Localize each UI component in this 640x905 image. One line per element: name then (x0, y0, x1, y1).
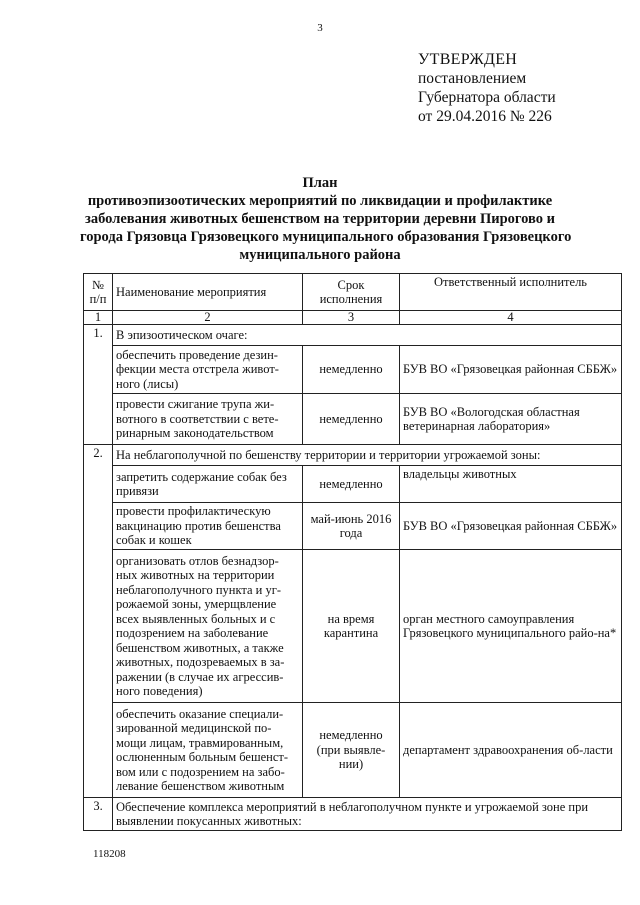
table-row (84, 550, 622, 703)
approval-line-date: от 29.04.2016 № 226 (418, 108, 552, 125)
measure-name: запретить содержание собак без привязи (113, 466, 303, 503)
plan-title-line: План (302, 175, 338, 191)
document-code: 118208 (93, 848, 126, 860)
column-number: 2 (113, 311, 303, 325)
approval-line-decree: постановлением (418, 70, 527, 87)
measure-executor: БУВ ВО «Грязовецкая районная СББЖ» (400, 503, 622, 550)
plan-title-line: муниципального района (239, 247, 401, 263)
measure-executor: орган местного самоуправления Грязовецкого муниципального райо-на* (400, 550, 622, 703)
section-number: 3. (84, 798, 113, 831)
approval-line-approved: УТВЕРЖДЕН (418, 51, 518, 68)
plan-title-line: города Грязовца Грязовецкого муниципального образования Грязовецкого (80, 229, 572, 245)
section-title: Обеспечение комплекса мероприятий в неблагополучном пункте и угрожаемой зоне при выявлении покусанных животных: (113, 798, 622, 831)
measure-name: организовать отлов безнадзор-ных животных на территории неблагополучного пункта и уг-рожаемой зоны, умерщвление всех выявленных больных и с подозрением на заболевание бешенством животных, а также животных, подозреваемых в за-ражении (в случае их агрессив-ного поведения) (113, 550, 303, 703)
approval-line-governor: Губернатора области (418, 89, 556, 106)
column-number: 4 (400, 311, 622, 325)
measure-name: обеспечить проведение дезин-фекции места отстрела живот-ного (лисы) (113, 346, 303, 394)
measure-term: немедленно (при выявле-нии) (303, 703, 400, 798)
measure-name: провести профилактическую вакцинацию против бешенства собак и кошек (113, 503, 303, 550)
section-header-row (84, 798, 622, 831)
measures-table (83, 273, 622, 831)
column-number: 3 (303, 311, 400, 325)
section-number: 1. (84, 325, 113, 445)
measure-executor: БУВ ВО «Вологодская областная ветеринарная лаборатория» (400, 394, 622, 445)
table-row (84, 503, 622, 550)
column-number: 1 (84, 311, 113, 325)
plan-title-line: противоэпизоотических мероприятий по ликвидации и профилактике (87, 193, 553, 209)
measure-term: май-июнь 2016 года (303, 503, 400, 550)
section-title: В эпизоотическом очаге: (113, 325, 622, 346)
section-number: 2. (84, 445, 113, 798)
measure-executor: владельцы животных (400, 466, 622, 503)
measure-executor: департамент здравоохранения об-ласти (400, 703, 622, 798)
measure-term: на время карантина (303, 550, 400, 703)
header-executor: Ответственный исполнитель (400, 274, 622, 311)
measure-term: немедленно (303, 346, 400, 394)
measure-executor: БУВ ВО «Грязовецкая районная СББЖ» (400, 346, 622, 394)
table-row (84, 346, 622, 394)
table-header-row (84, 274, 622, 311)
column-number-row (84, 311, 622, 325)
section-title: На неблагополучной по бешенству территории и территории угрожаемой зоны: (113, 445, 622, 466)
measure-name: обеспечить оказание специали-зированной медицинской по-мощи лицам, травмированным, ослюненным больным бешенст-вом или с подозрением на забо-левание бешенством животным (113, 703, 303, 798)
header-measure-name: Наименование мероприятия (113, 274, 303, 311)
header-number: № п/п (84, 274, 113, 311)
table-row (84, 703, 622, 798)
measure-term: немедленно (303, 466, 400, 503)
measure-name: провести сжигание трупа жи-вотного в соответствии с вете-ринарным законодательством (113, 394, 303, 445)
table-row (84, 466, 622, 503)
section-header-row (84, 445, 622, 466)
table-row (84, 394, 622, 445)
page-number: 3 (317, 22, 323, 34)
plan-title-line: заболевания животных бешенством на территории деревни Пирогово и (85, 211, 555, 227)
section-header-row (84, 325, 622, 346)
approval-stamp (418, 50, 556, 126)
plan-title (80, 174, 572, 264)
header-term: Срок исполнения (303, 274, 400, 311)
measure-term: немедленно (303, 394, 400, 445)
